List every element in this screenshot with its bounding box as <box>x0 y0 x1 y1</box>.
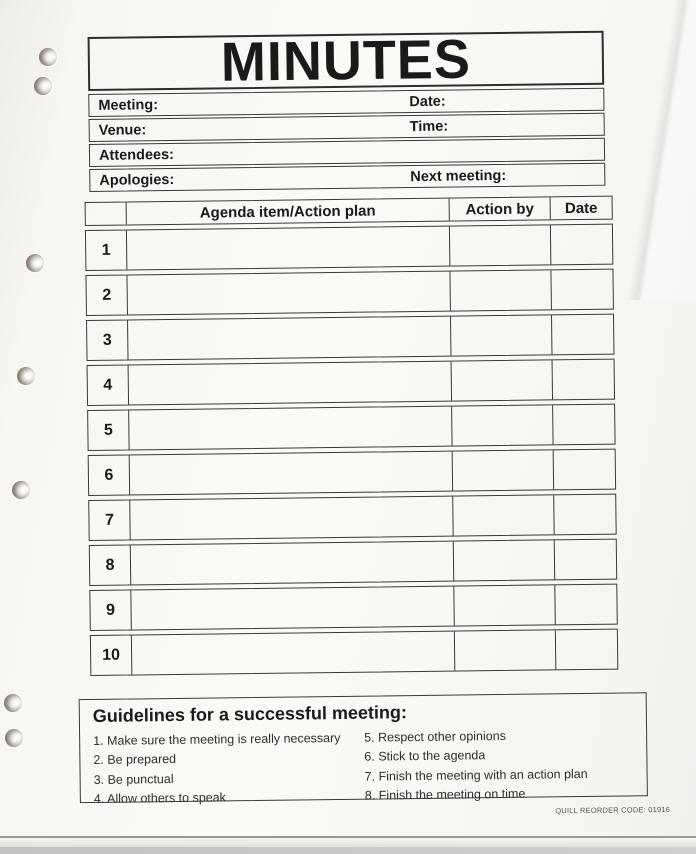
agenda-row-number: 7 <box>104 511 115 529</box>
agenda-item-cell <box>128 407 451 450</box>
agenda-rows <box>85 224 618 676</box>
agenda-item-cell <box>130 542 453 585</box>
header-date-cell: Date <box>550 197 612 220</box>
agenda-table-row <box>87 404 615 451</box>
action-by-cell <box>453 540 554 580</box>
action-by-cell <box>454 630 555 670</box>
agenda-item-cell <box>127 317 450 360</box>
guideline-item: 4. Allow others to speak <box>93 790 226 806</box>
date-cell <box>550 225 612 265</box>
agenda-table-row <box>86 314 614 361</box>
agenda-table-row <box>89 539 617 586</box>
info-field-label-right: Date: <box>409 93 446 110</box>
agenda-table-row <box>88 449 616 496</box>
agenda-item-cell <box>129 452 452 495</box>
agenda-table-row <box>89 584 617 631</box>
agenda-row-number: 8 <box>105 556 115 574</box>
guideline-item: 1. Make sure the meeting is really necessary <box>93 730 341 748</box>
guideline-item: 6. Stick to the agenda <box>364 748 486 764</box>
action-by-cell <box>452 450 553 490</box>
info-row <box>89 113 605 142</box>
agenda-row-number: 9 <box>106 601 116 619</box>
reorder-code: QUILL REORDER CODE: 01916 <box>555 804 671 816</box>
action-by-cell <box>449 225 550 265</box>
guideline-item: 8. Finish the meeting on time <box>364 786 526 803</box>
header-agenda-item-cell: Agenda item/Action plan <box>126 199 449 225</box>
info-section <box>88 88 605 194</box>
action-by-cell <box>452 495 553 535</box>
info-row <box>88 88 604 117</box>
date-cell <box>552 360 614 400</box>
agenda-table <box>85 196 619 680</box>
page-title: MINUTES <box>220 28 472 93</box>
agenda-item-cell <box>129 497 452 540</box>
agenda-row-number: 3 <box>102 331 112 349</box>
agenda-row-number: 5 <box>103 421 113 439</box>
header-action-by-cell: Action by <box>449 197 550 220</box>
agenda-row-number: 10 <box>102 646 121 664</box>
agenda-table-row <box>85 269 613 316</box>
agenda-table-row <box>85 224 613 271</box>
header-number-cell <box>86 203 126 225</box>
info-row <box>89 138 605 167</box>
info-field-label: Venue: <box>98 121 147 139</box>
agenda-row-number: 2 <box>102 286 112 304</box>
info-field-label-right: Next meeting: <box>410 167 507 185</box>
agenda-row-number: 6 <box>104 466 114 484</box>
date-cell <box>552 405 614 445</box>
agenda-row-number: 4 <box>103 376 113 394</box>
action-by-cell <box>450 315 551 355</box>
agenda-item-cell <box>131 632 454 675</box>
info-field-label-right: Time: <box>409 118 449 135</box>
action-by-cell <box>451 405 552 445</box>
agenda-item-cell <box>126 272 449 315</box>
guideline-item: 2. Be prepared <box>93 752 177 768</box>
guidelines-heading: Guidelines for a successful meeting: <box>92 702 408 726</box>
agenda-table-row <box>87 359 615 406</box>
action-by-cell <box>451 360 552 400</box>
action-by-cell <box>449 270 550 310</box>
date-cell <box>553 450 615 490</box>
date-cell <box>554 540 616 580</box>
agenda-item-cell <box>128 362 451 405</box>
guideline-item: 7. Finish the meeting with an action plan <box>364 766 588 784</box>
guidelines-col-right <box>364 726 588 806</box>
agenda-row-number: 1 <box>101 241 111 259</box>
guideline-item: 5. Respect other opinions <box>364 728 506 745</box>
date-cell <box>553 495 615 535</box>
info-field-label: Meeting: <box>98 96 159 114</box>
guidelines-box <box>79 692 648 806</box>
agenda-table-header <box>85 196 613 226</box>
action-by-cell <box>453 585 554 625</box>
info-row <box>89 163 605 192</box>
agenda-table-row <box>88 494 616 541</box>
agenda-item-cell <box>126 227 449 270</box>
info-field-label: Apologies: <box>99 171 175 189</box>
agenda-item-cell <box>130 587 453 630</box>
date-cell <box>551 315 613 355</box>
title-box <box>88 28 605 93</box>
agenda-table-row <box>90 629 618 676</box>
info-field-label: Attendees: <box>98 146 175 164</box>
guidelines-col-left <box>93 729 341 809</box>
date-cell <box>555 630 617 670</box>
guideline-item: 3. Be punctual <box>93 771 174 787</box>
date-cell <box>550 270 612 310</box>
date-cell <box>554 585 616 625</box>
